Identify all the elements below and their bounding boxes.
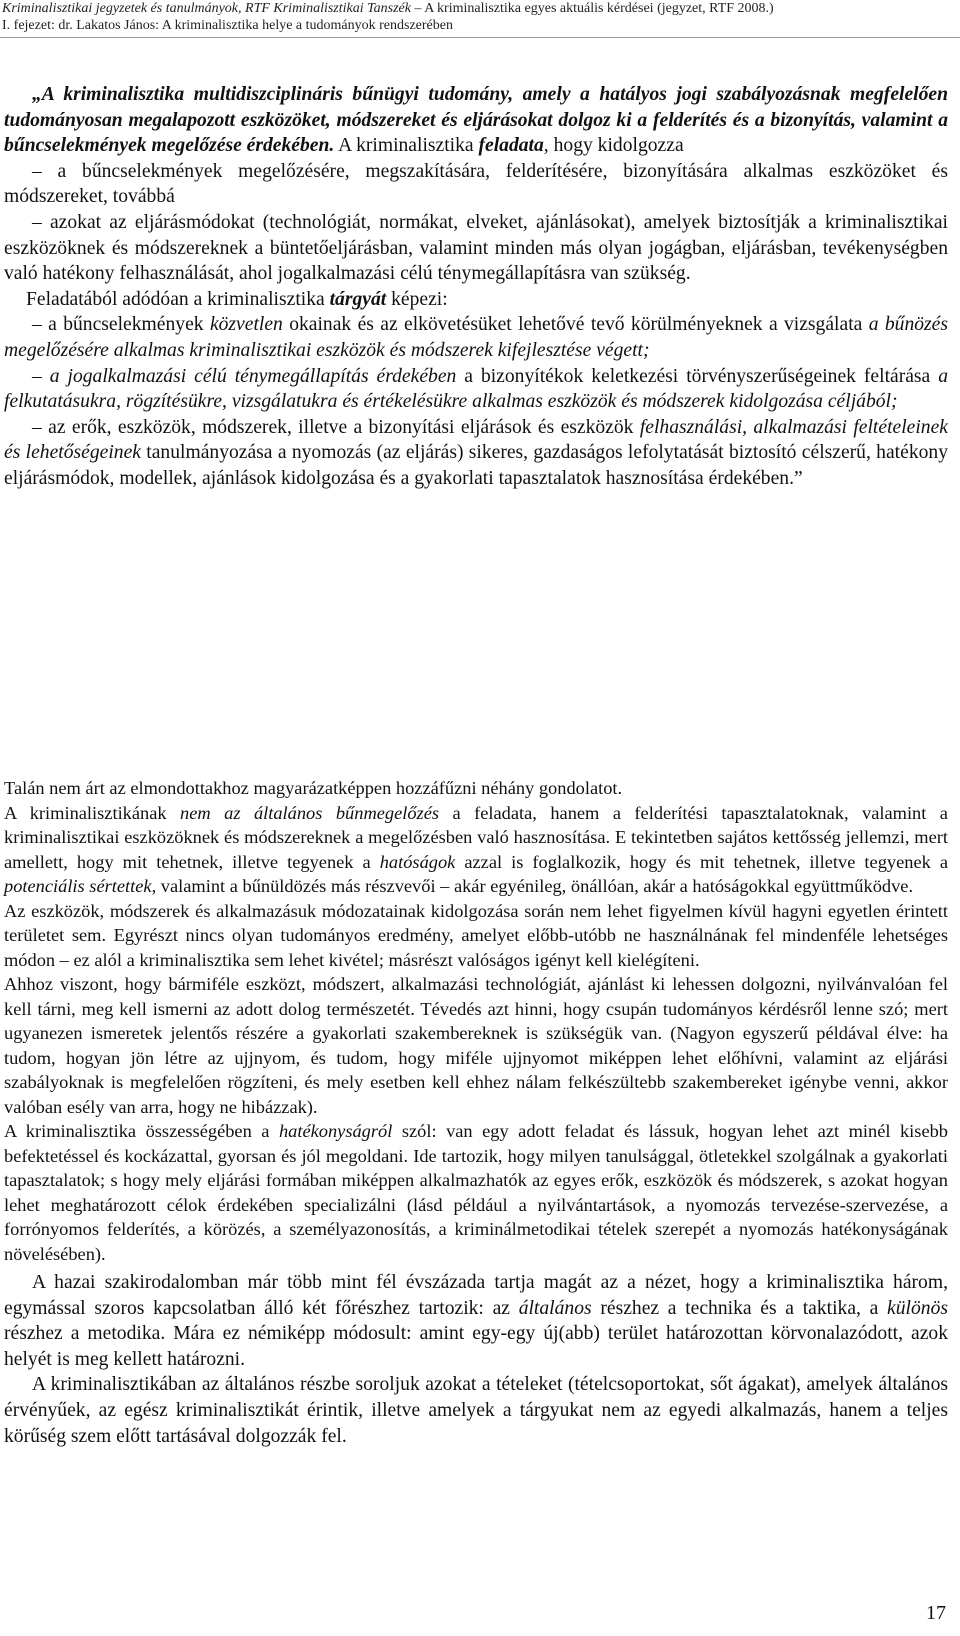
subject-item-1-b: közvetlen — [209, 314, 283, 336]
subject-intro — [4, 287, 948, 313]
paragraph-7: A kriminalisztikában az általános részbe soroljuk azokat a tételeket (tételcsoportokat, sőt ágakat), amelyek általános érvényűek, az egész kriminalisztikát érintik, illetve amelyek a tárgyukat nem az egyedi alkalmazás, hanem a teljes körűség szem előtt tartásával dolgozzák fel. — [4, 1374, 948, 1447]
subject-item-3-c: tanulmányozása a nyomozás (az eljárás) sikeres, gazdaságos lefolytatását biztosító célszerű, hatékony eljárásmódok, modellek, ajánlások kidolgozása és a gyakorlati tapasztalatok hasznosítása érdekében.” — [4, 442, 949, 489]
subject-item-1-c: okainak és az elkövetésüket lehetővé tevő körülményeknek a vizsgálata — [282, 314, 869, 336]
header-book-title: A kriminalisztika egyes aktuális kérdései (jegyzet, RTF 2008.) — [421, 1, 774, 16]
subject-keyword: tárgyát — [329, 288, 387, 310]
p2-e: azzal is foglalkozik, hogy és mit tehetnek, illetve tegyenek a — [455, 851, 948, 872]
subject-item-2-a: – a jogalkalmazási célú ténymegállapítás érdekében — [32, 365, 457, 387]
p5-c: szól: van egy adott feladat és lássuk, hogyan lehet azt minél kisebb befektetéssel és kockázattal, gyorsan és jól megoldani. Ide tartozik, hogy milyen tanulsággal, ötletekkel szolgálnak a gyakorlati tapasztalatok; s hogy mely eljárási formában miképpen alkalmazhatók az egyes erők, eszközök és módszerek, s azokat hogyan lehet meghatározott célok érdekében specializálni (lásd például a nyilvántartások, a nyomozás tervezése-szervezése, a forrónyomos felderítés, a körözés, a személyazonosítás, a kriminálmetodikai tételek szerepét a nyomozás hatékonyságának növelésében). — [4, 1121, 949, 1264]
header-line-1 — [2, 0, 954, 17]
subject-item-1-a: – a bűncselekmények — [32, 314, 210, 336]
p6-e: részhez a metodika. Mára ez némiképp módosult: amint egy-egy új(abb) terület határozottan körvonalazódott, azok helyét is meg kellett határozni. — [4, 1323, 948, 1370]
paragraph-2 — [4, 801, 948, 899]
p5-b: hatékonyságról — [278, 1121, 393, 1141]
p2-b: nem az általános bűnmegelőzés — [180, 802, 440, 823]
paragraph-3: Az eszközök, módszerek és alkalmazásuk módozatainak kidolgozása során nem lehet figyelmen kívül hagyni egyetlen érintett területet sem. Egyrészt nincs olyan tudományos eredmény, amelyet előbb-utóbb ne használnának fel mindenféle lehetséges módon – ez alól a kriminalisztika sem lehet kivétel; másrészt valóságos igényt kell kielégíteni. — [4, 900, 948, 970]
structure-section — [4, 1270, 948, 1449]
task-item-2: – azokat az eljárásmódokat (technológiát, normákat, elveket, ajánlásokat), amelyek biztosítják a kriminalisztikai eszközöknek és módszereknek a büntetőeljárásban, valamint minden más olyan jogágban, eljárásban, tevékenységben való hatékony felhasználását, ahol jogalkalmazási célú ténymegállapításra van szükség. — [4, 211, 948, 285]
p6-c: részhez a technika és a taktika, a — [591, 1297, 888, 1319]
paragraph-5 — [4, 1119, 948, 1266]
subject-intro-text: Feladatából adódóan a kriminalisztika — [26, 288, 330, 310]
p6-b: általános — [518, 1297, 592, 1319]
subject-intro-tail: képezi: — [386, 288, 448, 310]
running-header — [2, 0, 954, 34]
p6-d: különös — [887, 1297, 948, 1319]
subject-item-2-b: a bizonyítékok keletkezési törvényszerűségeinek feltárása — [456, 365, 939, 387]
definition-quote: „A kriminalisztika multidiszciplináris bűnügyi tudomány, amely a hatályos jogi szabályozásnak megfelelően tudományosan megalapozott eszközöket, módszereket és eljárásokat dolgoz ki a felderítés és a bizonyítás, valamint a bűncselekmények megelőzése érdekében. — [4, 84, 948, 157]
header-chapter-title: I. fejezet: dr. Lakatos János: A kriminalisztika helye a tudományok rendszerében — [2, 18, 453, 33]
commentary-section — [4, 776, 948, 1266]
definition-paragraph — [4, 82, 948, 159]
p2-f: potenciális sértettek, — [4, 876, 157, 896]
p5-a: A kriminalisztika összességében a — [4, 1121, 279, 1141]
paragraph-1: Talán nem árt az elmondottakhoz magyarázatképpen hozzáfűzni néhány gondolatot. — [4, 778, 623, 798]
definition-quote-block — [4, 82, 948, 492]
task-keyword: feladata — [478, 135, 544, 157]
p2-g: valamint a bűnüldözés más részvevői – akár egyénileg, önállóan, akár a hatóságokkal együttműködve. — [156, 876, 914, 896]
p6-a: A hazai szakirodalomban már több mint fél évszázada tartja magát az a nézet, hogy a kriminalisztika három, egymással szoros kapcsolatban álló két főrészhez tartozik: az — [4, 1272, 948, 1319]
subject-item-3 — [4, 415, 948, 492]
task-item-1: – a bűncselekmények megelőzésére, megszakítására, felderítésére, bizonyítására alkalmas eszközöket és módszereket, továbbá — [4, 160, 948, 208]
paragraph-4: Ahhoz viszont, hogy bármiféle eszközt, módszert, alkalmazási technológiát, ajánlást ki lehessen dolgozni, nyilvánvalóan fel kell tárni, meg kell ismerni az adott dolog természetét. Tévedés azt hinni, hogy csupán tudományos kérdésről lenne szó; mert ugyanezen ismeretek jelentős részére a gyakorlati szakembereknek is szükségük van. (Nagyon egyszerű példával élve: ha tudom, hogyan jön létre az ujjnyom, és tudom, hogy miféle ujjnyomot miképpen lehet előhívni, valamint az eljárási szabályoknak is megfelelően rögzíteni, és mely esetben kell ehhez nálam felkészültebb szakembereket igénybe venni, akkor valóban esély van arra, hogy ne hibázzak). — [4, 974, 948, 1117]
paragraph-6 — [4, 1270, 948, 1372]
task-intro-text: A kriminalisztika — [334, 135, 479, 157]
p2-a: A kriminalisztikának — [4, 802, 181, 823]
header-series-title: Kriminalisztikai jegyzetek és tanulmányok, RTF Kriminalisztikai Tanszék – — [2, 1, 422, 16]
subject-item-1 — [4, 312, 948, 363]
subject-item-3-a: – az erők, eszközök, módszerek, illetve a bizonyítási eljárások és eszközök — [32, 416, 640, 438]
p2-c: a feladata, hanem a felderítési tapasztalatoknak, valamint a kriminalisztikai eszközöknek és módszereknek a megelőzésben való hasznosítása. E tekintetben sajátos kettősség jellemzi, mert amellett, hogy mit tehetnek, illetve tegyenek a — [4, 802, 948, 872]
p2-d: hatóságok — [379, 851, 456, 872]
subject-item-3-b: felhasználási, alkalmazási feltételeinek és lehetőségeinek — [4, 416, 948, 464]
page-number: 17 — [926, 1602, 946, 1624]
subject-item-2 — [4, 364, 948, 415]
task-intro-tail: , hogy kidolgozza — [543, 135, 684, 157]
header-divider — [0, 37, 960, 38]
subject-item-1-d: a bűnözés megelőzésére alkalmas kriminalisztikai eszközök és módszerek kifejlesztése végett; — [4, 314, 948, 361]
subject-item-2-c: a felkutatásukra, rögzítésükre, vizsgálatukra és értékelésükre alkalmas eszközök és módszerek kidolgozása céljából; — [4, 365, 949, 413]
